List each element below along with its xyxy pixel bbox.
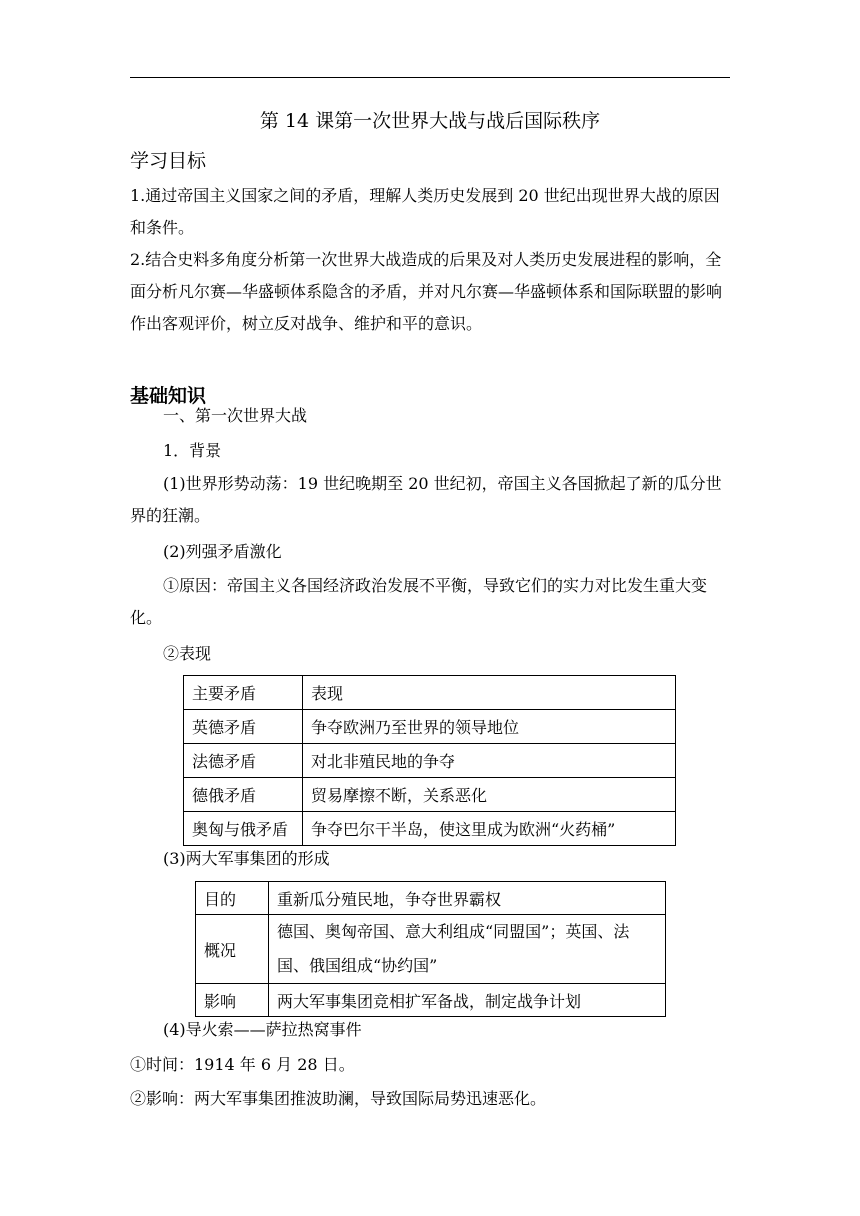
paragraph-world-situation: (1)世界形势动荡：19 世纪晚期至 20 世纪初，帝国主义各国掀起了新的瓜分世界的狂潮。 [130,474,722,525]
basics-heading: 基础知识 [130,385,207,407]
table-cell: 表现 [303,676,676,710]
table-row [184,676,676,710]
table-cell: 争夺巴尔干半岛，使这里成为欧洲“火药桶” [303,812,676,846]
table-cell: 两大军事集团竞相扩军备战，制定战争计划 [269,984,666,1017]
alliances-table [195,881,666,1017]
table-row [184,710,676,744]
table-cell: 主要矛盾 [184,676,303,710]
table-row [184,812,676,846]
table-cell: 奥匈与俄矛盾 [184,812,303,846]
table-row [184,778,676,812]
paragraph-time: ①时间：1914 年 6 月 28 日。 [130,1055,355,1074]
table-row [196,882,666,915]
paragraph-alliances: (3)两大军事集团的形成 [163,849,330,868]
objectives-heading: 学习目标 [130,150,207,172]
header-rule [130,77,730,78]
table-cell: 德国、奥匈帝国、意大利组成“同盟国”；英国、法国、俄国组成“协约国” [269,915,666,984]
objective-item-2: 2.结合史料多角度分析第一次世界大战造成的后果及对人类历史发展进程的影响，全面分析凡尔赛—华盛顿体系隐含的矛盾，并对凡尔赛—华盛顿体系和国际联盟的影响作出客观评价，树立反对战争、维护和平的意识。 [130,250,723,333]
part-heading-1: 一、第一次世界大战 [163,406,308,425]
paragraph-impact: ②影响：两大军事集团推波助澜，导致国际局势迅速恶化。 [130,1089,547,1108]
table-cell: 德俄矛盾 [184,778,303,812]
paragraph-fuse: (4)导火索——萨拉热窝事件 [163,1020,362,1039]
table-cell: 目的 [196,882,269,915]
table-cell: 贸易摩擦不断，关系恶化 [303,778,676,812]
table-cell: 概况 [196,915,269,984]
paragraph-conflicts: (2)列强矛盾激化 [163,542,282,561]
table-cell: 重新瓜分殖民地，争夺世界霸权 [269,882,666,915]
conflicts-table [183,675,676,846]
table-row [196,915,666,984]
table-cell: 影响 [196,984,269,1017]
table-cell: 英德矛盾 [184,710,303,744]
lesson-title: 第 14 课第一次世界大战与战后国际秩序 [259,110,601,132]
table-cell: 法德矛盾 [184,744,303,778]
sub-heading-background: 1．背景 [163,441,222,460]
table-row [196,984,666,1017]
table-cell: 争夺欧洲乃至世界的领导地位 [303,710,676,744]
paragraph-reason: ①原因：帝国主义各国经济政治发展不平衡，导致它们的实力对比发生重大变化。 [130,576,708,627]
objective-item-1: 1.通过帝国主义国家之间的矛盾，理解人类历史发展到 20 世纪出现世界大战的原因和条件。 [130,186,720,237]
table-cell: 对北非殖民地的争夺 [303,744,676,778]
table-row [184,744,676,778]
paragraph-manifestation: ②表现 [163,644,212,663]
